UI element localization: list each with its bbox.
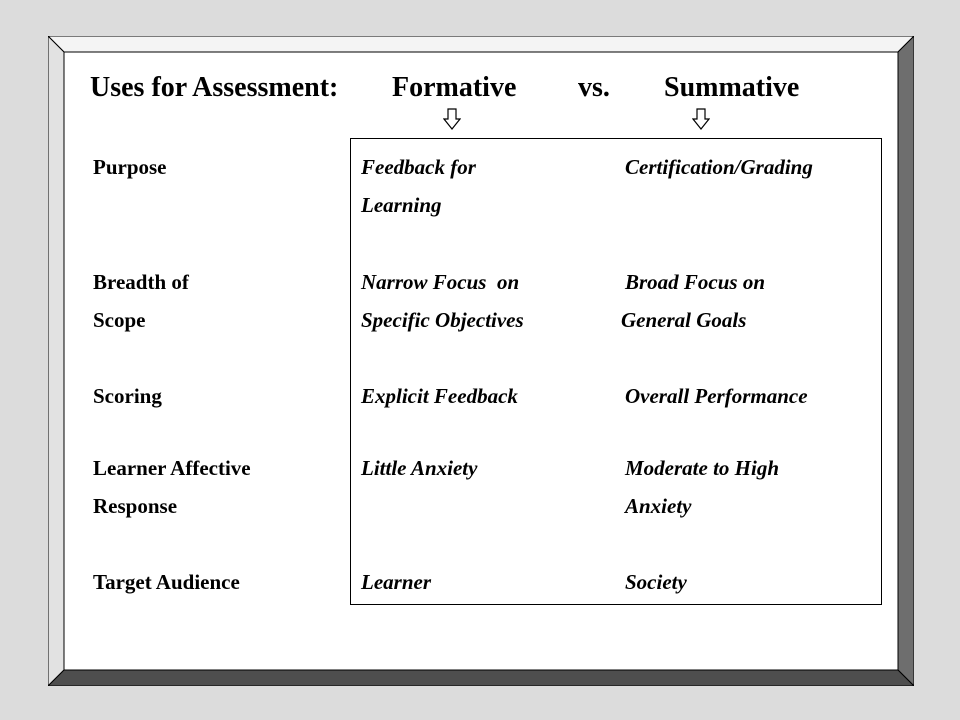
label-scoring: Scoring xyxy=(93,384,162,408)
formative-breadth-line1: Narrow Focus on xyxy=(361,270,520,294)
label-affective-line2: Response xyxy=(93,494,178,518)
summative-scoring: Overall Performance xyxy=(625,384,808,408)
title-summative: Summative xyxy=(664,72,800,103)
formative-audience: Learner xyxy=(361,570,431,594)
label-affective-line1: Learner Affective xyxy=(93,456,251,480)
formative-purpose-line2: Learning xyxy=(361,193,442,217)
label-breadth-line2: Scope xyxy=(93,308,146,332)
label-purpose: Purpose xyxy=(93,155,167,179)
summative-breadth-line2: General Goals xyxy=(621,308,747,332)
summative-audience: Society xyxy=(625,570,687,594)
summative-breadth-line1: Broad Focus on xyxy=(625,270,766,294)
summative-affective-line1: Moderate to High xyxy=(625,456,780,480)
formative-breadth-line2: Specific Objectives xyxy=(361,308,524,332)
title-prefix: Uses for Assessment: xyxy=(90,72,339,103)
summative-affective-line2: Anxiety xyxy=(625,494,692,518)
down-arrow-icon xyxy=(692,108,710,130)
label-breadth-line1: Breadth of xyxy=(93,270,189,294)
down-arrow-icon xyxy=(443,108,461,130)
title-vs: vs. xyxy=(578,72,610,103)
title-formative: Formative xyxy=(392,72,517,103)
formative-affective: Little Anxiety xyxy=(361,456,478,480)
formative-purpose-line1: Feedback for xyxy=(361,155,476,179)
formative-scoring: Explicit Feedback xyxy=(361,384,518,408)
summative-purpose: Certification/Grading xyxy=(625,155,813,179)
label-audience: Target Audience xyxy=(93,570,240,594)
